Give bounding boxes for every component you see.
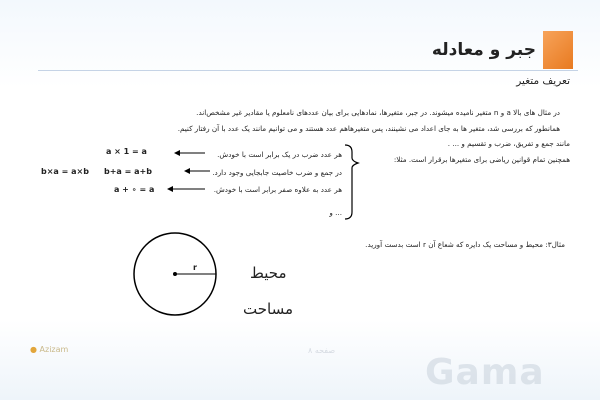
radius-label: r (193, 263, 197, 272)
area-label: مساحت (243, 300, 293, 318)
watermark-logo: Gama (425, 352, 545, 393)
footer-page-number: صفحه ۸ (308, 346, 336, 355)
paragraph-4: همچنین تمام قوانین ریاضی برای متغیرها برقرار است. مثلا: (393, 155, 570, 164)
rule-2: در جمع و ضرب خاصیت جابجایی وجود دارد. (212, 168, 342, 177)
example-text: مثال۳: محیط و مساحت یک دایره که شعاع آن r است بدست آورید. (365, 240, 565, 249)
footer-brand (30, 345, 68, 354)
rules-brace (345, 145, 358, 219)
paragraph-3: مانند جمع و تفریق، ضرب و تقسیم و ... . (447, 139, 570, 148)
formula-mult-commutative: b×a = a×b (41, 167, 89, 176)
perimeter-label: محیط (250, 264, 287, 282)
paragraph-1: در مثال های بالا a و n متغیر نامیده میشوند. در جبر، متغیرها، نمادهایی برای بیان عددهای نامعلوم یا مقادیر غیر مشخص‌اند. (196, 108, 560, 117)
formula-mult-one: a × 1 = a (106, 147, 147, 156)
slide-title: جبر و معادله (431, 40, 536, 60)
formula-add-zero: a + ∘ = a (114, 185, 155, 194)
rule-1: هر عدد ضرب در یک برابر است با خودش. (217, 150, 342, 159)
rule-4: ... و (329, 208, 342, 217)
slide-subtitle: تعریف متغیر (516, 75, 570, 87)
formula-add-commutative: b+a = a+b (104, 167, 152, 176)
paragraph-2: همانطور که بررسی شد، متغیر ها به جای اعداد می نشینند، پس متغیرهاهم عدد هستند و می توانیم مانند یک عدد با آن رفتار کنیم. (177, 124, 560, 133)
logo-icon: ● (30, 345, 37, 354)
footer-brand-text: Azizam (39, 345, 69, 354)
rule-3: هر عدد به علاوه صفر برابر است با خودش. (213, 185, 342, 194)
